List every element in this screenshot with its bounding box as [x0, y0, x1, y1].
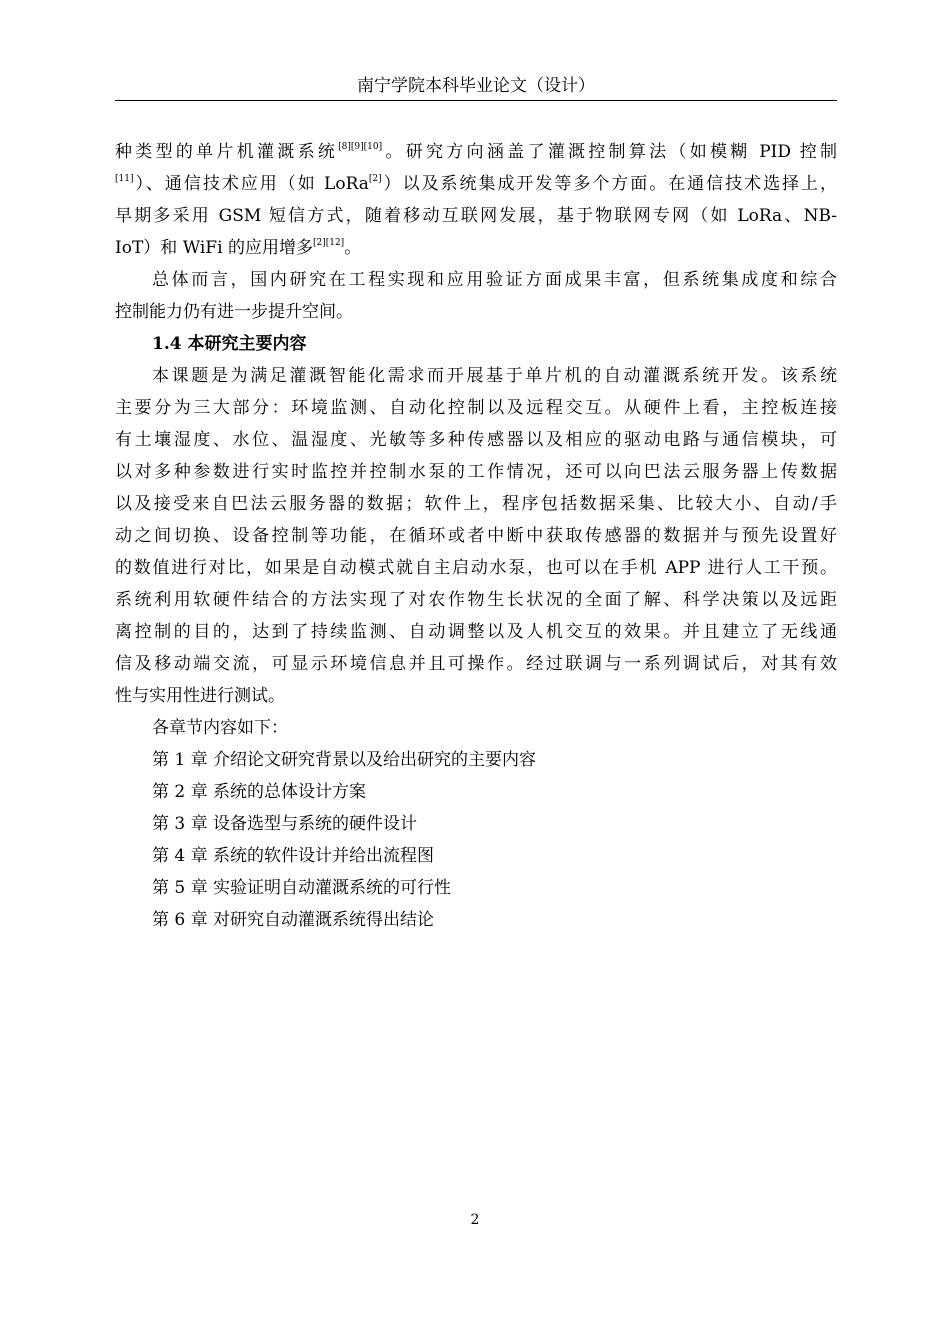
- chapter-item: 第 5 章 实验证明自动灌溉系统的可行性: [152, 878, 452, 898]
- text-span: ）以及系统集成开发等多个方面。在通信技术选择上，: [381, 174, 837, 194]
- citation: [2]: [368, 174, 382, 184]
- header-rule: [115, 100, 837, 101]
- text-span: ）、通信技术应用（如 LoRa: [133, 174, 369, 194]
- section-heading: 1.4 本研究主要内容: [152, 334, 307, 354]
- paragraph-line: [115, 168, 837, 200]
- page-header: 南宁学院本科毕业论文（设计）: [357, 76, 595, 96]
- paragraph-line: 以对多种参数进行实时监控并控制水泵的工作情况，还可以向巴法云服务器上传数据: [115, 462, 837, 482]
- paragraph-line: 本课题是为满足灌溉智能化需求而开展基于单片机的自动灌溉系统开发。该系统: [152, 366, 837, 386]
- citation: [8][9][10]: [338, 142, 383, 152]
- paragraph-line: 动之间切换、设备控制等功能，在循环或者中断中获取传感器的数据并与预先设置好: [115, 526, 837, 546]
- chapter-item: 第 6 章 对研究自动灌溉系统得出结论: [152, 910, 435, 930]
- page-number: 2: [470, 1212, 480, 1228]
- chapter-item: 第 2 章 系统的总体设计方案: [152, 782, 367, 802]
- chapter-item: 第 3 章 设备选型与系统的硬件设计: [152, 814, 418, 834]
- paragraph-line: 控制能力仍有进一步提升空间。: [115, 302, 353, 322]
- paragraph-line: 的数值进行对比，如果是自动模式就自主启动水泵，也可以在手机 APP 进行人工干预。: [115, 558, 837, 578]
- text-span: 种类型的单片机灌溉系统: [115, 142, 339, 162]
- paragraph-line: 离控制的目的，达到了持续监测、自动调整以及人机交互的效果。并且建立了无线通: [115, 622, 837, 642]
- chapter-item: 第 1 章 介绍论文研究背景以及给出研究的主要内容: [152, 750, 537, 770]
- citation: [2][12]: [312, 238, 345, 248]
- paragraph-line: 性与实用性进行测试。: [115, 686, 285, 706]
- citation: [11]: [115, 174, 134, 184]
- chapters-intro: 各章节内容如下：: [152, 718, 288, 738]
- text-span: 。: [344, 238, 362, 258]
- paragraph-line: 系统利用软硬件结合的方法实现了对农作物生长状况的全面了解、科学决策以及远距: [115, 590, 837, 610]
- paragraph-line: 总体而言，国内研究在工程实现和应用验证方面成果丰富，但系统集成度和综合: [152, 270, 837, 290]
- paragraph-line: [115, 136, 837, 168]
- chapter-item: 第 4 章 系统的软件设计并给出流程图: [152, 846, 435, 866]
- paragraph-line: 信及移动端交流，可显示环境信息并且可操作。经过联调与一系列调试后，对其有效: [115, 654, 837, 674]
- paragraph-line: 早期多采用 GSM 短信方式，随着移动互联网发展，基于物联网专网（如 LoRa、NB-: [115, 206, 837, 226]
- paragraph-line: [115, 232, 837, 264]
- text-span: IoT）和 WiFi 的应用增多: [115, 238, 313, 258]
- page-body: [115, 136, 837, 936]
- paragraph-line: 有土壤湿度、水位、温湿度、光敏等多种传感器以及相应的驱动电路与通信模块，可: [115, 430, 837, 450]
- paragraph-line: 以及接受来自巴法云服务器的数据；软件上，程序包括数据采集、比较大小、自动/手: [115, 494, 837, 514]
- paragraph-line: 主要分为三大部分：环境监测、自动化控制以及远程交互。从硬件上看，主控板连接: [115, 398, 837, 418]
- text-span: 。研究方向涵盖了灌溉控制算法（如模糊 PID 控制: [382, 142, 837, 162]
